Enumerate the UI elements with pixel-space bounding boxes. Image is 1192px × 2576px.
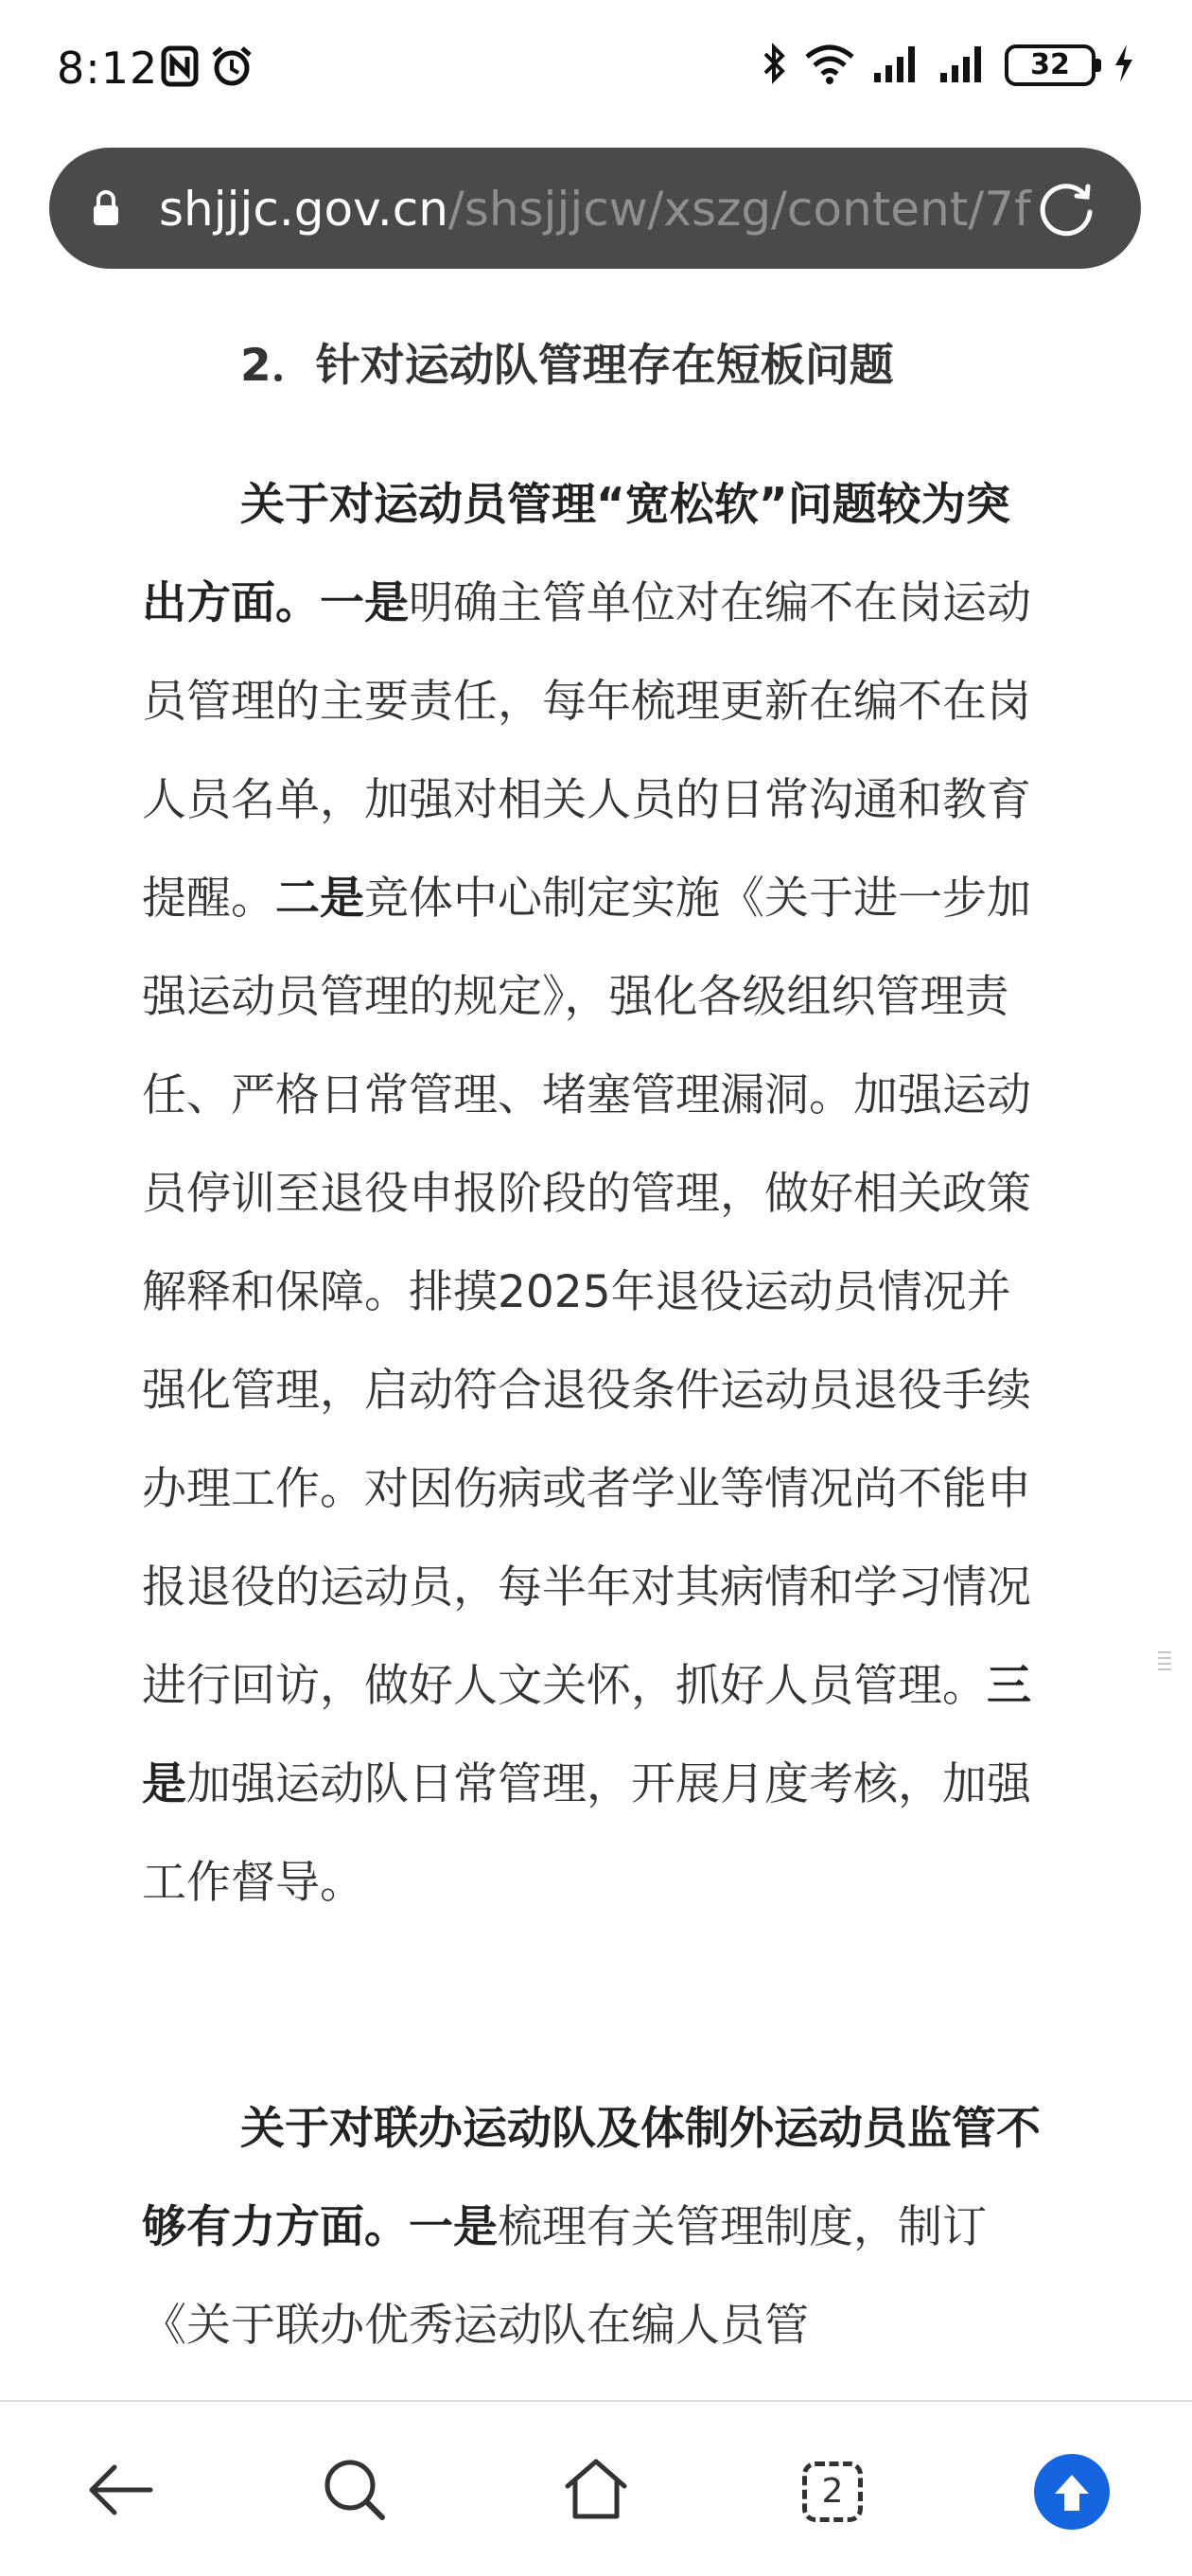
search-icon xyxy=(322,2457,388,2527)
paragraph-joint-teams xyxy=(142,2080,1050,2375)
scroll-top-icon xyxy=(1034,2454,1110,2530)
url-domain: shjjjc.gov.cn xyxy=(159,182,448,237)
paragraph-lead: 关于对运动员管理“宽松软”问题较为突出方面。 xyxy=(142,479,1010,629)
point-text: 加强运动队日常管理，开展月度考核，加强工作督导。 xyxy=(142,1758,1031,1909)
article-content xyxy=(0,284,1192,2394)
status-time: 8:12 xyxy=(57,43,159,94)
signal-icon xyxy=(872,43,921,88)
point-marker: 一是 xyxy=(409,2201,498,2253)
address-bar[interactable] xyxy=(49,148,1141,269)
section-heading: 2．针对运动队管理存在短板问题 xyxy=(240,340,894,392)
point-marker: 一是 xyxy=(320,577,409,629)
point-marker: 二是 xyxy=(275,873,364,925)
search-button[interactable] xyxy=(312,2449,397,2534)
nfc-icon xyxy=(161,45,199,91)
home-button[interactable] xyxy=(553,2449,639,2534)
point-text: 明确主管单位对在编不在岗运动员管理的主要责任，每年梳理更新在编不在岗人员名单，加强对相关人员的日常沟通和教育提醒。 xyxy=(142,577,1031,925)
lock-icon[interactable] xyxy=(91,189,121,231)
paragraph-lead: 关于对联办运动队及体制外运动员监管不够有力方面。 xyxy=(142,2103,1041,2253)
status-right-icons xyxy=(763,42,1135,89)
point-text: 梳理有关管理制度，制订《关于联办优秀运动队在编人员管 xyxy=(142,2201,987,2352)
url-text[interactable] xyxy=(159,176,1048,242)
bottom-navigation xyxy=(0,2400,1192,2576)
alarm-icon xyxy=(210,45,254,91)
signal-icon xyxy=(938,43,988,88)
tabs-count: 2 xyxy=(821,2472,844,2511)
charging-icon xyxy=(1113,43,1135,88)
scroll-to-top-button[interactable] xyxy=(1029,2449,1114,2534)
reload-icon[interactable] xyxy=(1035,176,1099,244)
back-arrow-icon xyxy=(86,2461,154,2522)
back-button[interactable] xyxy=(78,2449,163,2534)
paragraph-operator-management xyxy=(142,456,1050,1932)
tabs-button[interactable] xyxy=(790,2449,875,2534)
status-left-icons xyxy=(161,45,254,91)
status-bar xyxy=(0,0,1192,132)
wifi-icon xyxy=(804,42,855,89)
tabs-icon xyxy=(802,2461,863,2522)
point-text: 竞体中心制定实施《关于进一步加强运动员管理的规定》，强化各级组织管理责任、严格日常管理、堵塞管理漏洞。加强运动员停训至退役申报阶段的管理，做好相关政策解释和保障。排摸2025年退役运动员情况并强化管理，启动符合退役条件运动员退役手续办理工作。对因伤病或者学业等情况尚不能申报退役的运动员，每半年对其病情和学习情况进行回访，做好人文关怀，抓好人员管理。 xyxy=(142,873,1031,1712)
bluetooth-icon xyxy=(763,42,787,89)
scroll-indicator-icon xyxy=(1156,1647,1173,1679)
url-path: /shsjjjcw/xszg/content/7f xyxy=(447,182,1031,237)
battery-indicator: 32 xyxy=(1005,44,1096,86)
home-icon xyxy=(562,2456,630,2528)
point-marker: 三是 xyxy=(142,1660,1031,1810)
